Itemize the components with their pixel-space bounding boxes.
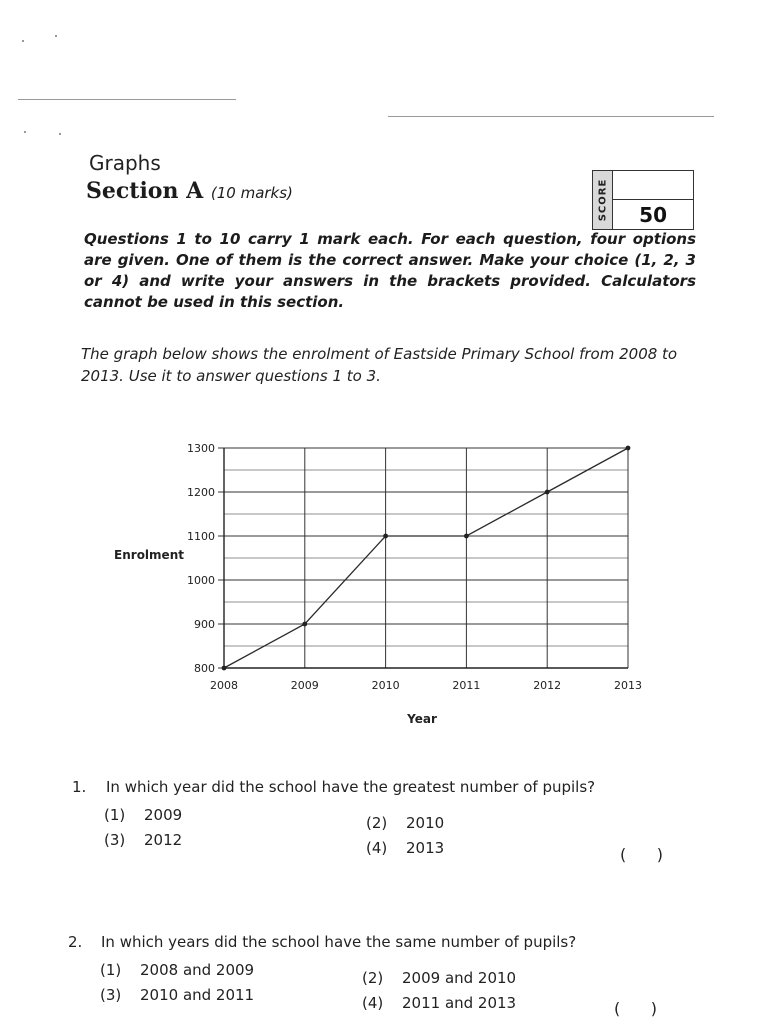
option-text: 2010 — [406, 814, 445, 832]
data-point — [383, 534, 388, 539]
instructions: Questions 1 to 10 carry 1 mark each. For each question, four options are given. One of them is the correct answer. Make your choice (1, 2, 3 or 4) and write your answers in the brackets provided. Calculators cannot be used in this section. — [84, 230, 696, 311]
x-axis-title: Year — [407, 712, 437, 726]
chart-grid-minor — [224, 470, 628, 646]
score-value: 50 — [639, 203, 667, 227]
question-number: 1. — [72, 778, 87, 796]
answer-bracket[interactable]: ( ) — [620, 845, 663, 864]
y-tick-label: 1300 — [187, 442, 215, 455]
x-tick-label: 2012 — [533, 679, 562, 692]
option-text: 2010 and 2011 — [140, 986, 255, 1004]
data-point — [464, 534, 469, 539]
option-text: 2009 — [144, 806, 183, 824]
y-tick-label: 1100 — [187, 530, 215, 543]
option-number: (3) — [100, 986, 122, 1004]
graph-intro: The graph below shows the enrolment of Eastside Primary School from 2008 to 2013. Use it to answer questions 1 to 3. — [81, 345, 678, 385]
x-axis-ticks — [210, 679, 642, 692]
section-title: Section A — [86, 178, 204, 204]
option-number: (1) — [104, 806, 126, 824]
option-text: 2009 and 2010 — [402, 969, 517, 987]
option-number: (3) — [104, 831, 126, 849]
option-number: (4) — [362, 994, 384, 1012]
x-tick-label: 2008 — [210, 679, 238, 692]
x-tick-label: 2009 — [290, 679, 319, 692]
option-text: 2008 and 2009 — [140, 961, 255, 979]
y-tick-label: 800 — [194, 662, 215, 675]
subject-title: Graphs — [89, 151, 161, 175]
score-label: SCORE — [597, 178, 608, 222]
data-point — [302, 622, 307, 627]
option-text: 2013 — [406, 839, 445, 857]
option-text: 2012 — [144, 831, 183, 849]
y-tick-label: 900 — [194, 618, 215, 631]
x-tick-label: 2013 — [614, 679, 642, 692]
x-tick-label: 2011 — [452, 679, 481, 692]
y-axis-ticks — [187, 442, 215, 675]
section-marks: (10 marks) — [210, 184, 293, 202]
answer-bracket[interactable]: ( ) — [614, 999, 657, 1018]
x-tick-label: 2010 — [371, 679, 400, 692]
data-point — [222, 666, 227, 671]
y-tick-label: 1200 — [187, 486, 215, 499]
option-number: (1) — [100, 961, 122, 979]
option-number: (2) — [362, 969, 384, 987]
data-point — [545, 490, 550, 495]
option-text: 2011 and 2013 — [402, 994, 517, 1012]
question-number: 2. — [68, 933, 83, 951]
option-number: (4) — [366, 839, 388, 857]
question-text: In which year did the school have the greatest number of pupils? — [106, 778, 596, 796]
y-tick-label: 1000 — [187, 574, 215, 587]
data-point — [626, 446, 631, 451]
y-axis-title: Enrolment — [114, 548, 184, 562]
option-number: (2) — [366, 814, 388, 832]
question-text: In which years did the school have the same number of pupils? — [101, 933, 577, 951]
